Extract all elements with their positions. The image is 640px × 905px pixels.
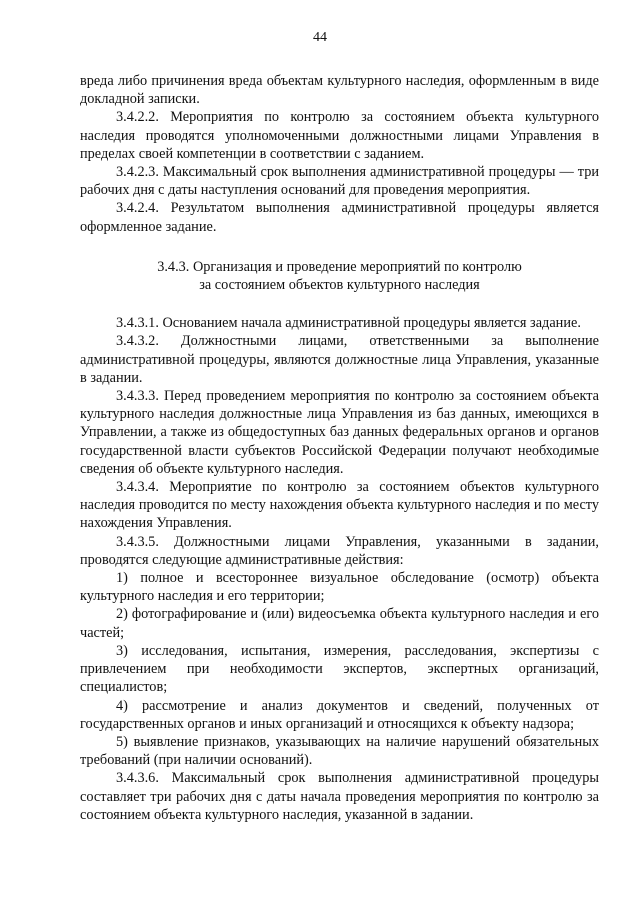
paragraph-3-4-2-3: 3.4.2.3. Максимальный срок выполнения административной процедуры — три рабочих дня с даты наступления оснований для проведения мероприятия. bbox=[80, 164, 599, 199]
paragraph-3-4-2-4: 3.4.2.4. Результатом выполнения административной процедуры является оформленное задание. bbox=[80, 200, 599, 235]
paragraph-3-4-3-1: 3.4.3.1. Основанием начала административной процедуры является задание. bbox=[116, 315, 581, 332]
paragraph-3-4-2-2: 3.4.2.2. Мероприятия по контролю за состоянием объекта культурного наследия проводятся уполномоченными должностными лицами Управления в пределах своей компетенции в соответствии с заданием. bbox=[80, 109, 599, 162]
section-heading-line-2: за состоянием объектов культурного наследия bbox=[199, 277, 480, 294]
section-heading-3-4-3 bbox=[80, 258, 599, 294]
list-item-3: 3) исследования, испытания, измерения, расследования, экспертизы с привлечением при необходимости экспертов, экспертных организаций, специалистов; bbox=[80, 642, 599, 696]
paragraph-3-4-3-6: 3.4.3.6. Максимальный срок выполнения административной процедуры составляет три рабочих дня с даты начала проведения мероприятия по контролю за состоянием объекта культурного наследия, указанной в задании. bbox=[80, 770, 599, 823]
paragraph-3-4-3-5: 3.4.3.5. Должностными лицами Управления, указанными в задании, проводятся следующие административные действия: bbox=[80, 533, 599, 568]
list-item-5: 5) выявление признаков, указывающих на наличие нарушений обязательных требований (при наличии оснований). bbox=[80, 733, 599, 769]
list-item-4: 4) рассмотрение и анализ документов и сведений, полученных от государственных органов и иных организаций и относящихся к объекту надзора; bbox=[80, 697, 599, 732]
section-heading-line-1: 3.4.3. Организация и проведение мероприятий по контролю bbox=[157, 258, 522, 275]
list-item-1: 1) полное и всестороннее визуальное обследование (осмотр) объекта культурного наследия и его территории; bbox=[80, 570, 599, 605]
paragraph-3-4-3-3: 3.4.3.3. Перед проведением мероприятия по контролю за состоянием объекта культурного наследия должностные лица Управления из баз данных, имеющихся в Управлении, а также из общедоступных баз данных федеральных органов и органов государственной власти субъектов Российской Федерации получают необходимые сведения об объекте культурного наследия. bbox=[80, 388, 599, 477]
paragraph-3-4-3-2: 3.4.3.2. Должностными лицами, ответственными за выполнение административной процедуры, являются должностные лица Управления, указанные в задании. bbox=[80, 333, 599, 386]
document-body bbox=[80, 72, 599, 824]
list-item-2: 2) фотографирование и (или) видеосъемка объекта культурного наследия и его частей; bbox=[80, 606, 599, 641]
page-number: 44 bbox=[313, 30, 327, 45]
paragraph-continuation: вреда либо причинения вреда объектам культурного наследия, оформленным в виде докладной записки. bbox=[80, 73, 599, 108]
paragraph-3-4-3-4: 3.4.3.4. Мероприятие по контролю за состоянием объектов культурного наследия проводится по месту нахождения объекта культурного наследия и по месту нахождения Управления. bbox=[80, 479, 599, 532]
